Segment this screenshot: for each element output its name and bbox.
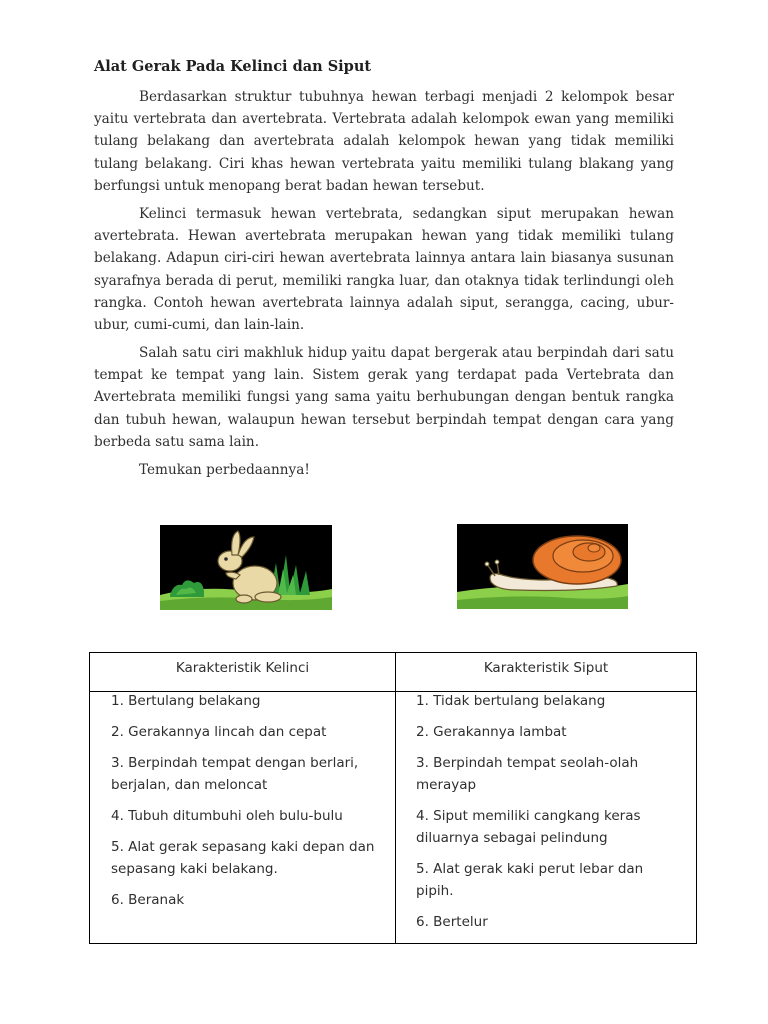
list-item: 3. Berpindah tempat seolah-olah merayap <box>416 755 639 793</box>
paragraph-vertebrata: Berdasarkan struktur tubuhnya hewan terbagi menjadi 2 kelompok besar yaitu vertebrata dan avertebrata. Vertebrata adalah kelompok ewan yang memiliki tulang belakang dan avertebrata adalah kelompok hewan yang tidak memiliki tulang belakang. Ciri khas hewan vertebrata yaitu memiliki tulang blakang yang berfungsi untuk menopang berat badan hewan tersebut. <box>94 89 674 194</box>
header-karakteristik-siput: Karakteristik Siput <box>483 660 609 676</box>
table-column-divider <box>395 653 396 943</box>
paragraph-instruction: Temukan perbedaannya! <box>139 462 310 478</box>
list-item: 5. Alat gerak kaki perut lebar dan pipih. <box>416 861 644 899</box>
list-item: 5. Alat gerak sepasang kaki depan dan sepasang kaki belakang. <box>111 839 375 877</box>
list-item: 1. Bertulang belakang <box>111 693 261 709</box>
list-item: 2. Gerakannya lincah dan cepat <box>111 724 327 740</box>
list-item: 2. Gerakannya lambat <box>416 724 567 740</box>
list-item: 1. Tidak bertulang belakang <box>416 693 606 709</box>
list-item: 6. Beranak <box>111 892 185 908</box>
siput-list <box>416 690 676 942</box>
header-karakteristik-kelinci: Karakteristik Kelinci <box>175 660 310 676</box>
rabbit-illustration <box>160 525 332 610</box>
paragraph-sistem-gerak: Salah satu ciri makhluk hidup yaitu dapat bergerak atau berpindah dari satu tempat ke tempat yang lain. Sistem gerak yang terdapat pada Vertebrata dan Avertebrata memiliki fungsi yang sama yaitu berhubungan dengan bentuk rangka dan tubuh hewan, walaupun hewan tersebut berpindah tempat dengan cara yang berbeda satu sama lain. <box>94 345 674 450</box>
list-item: 3. Berpindah tempat dengan berlari, berjalan, dan meloncat <box>111 755 359 793</box>
list-item: 4. Tubuh ditumbuhi oleh bulu-bulu <box>111 808 343 824</box>
kelinci-list <box>111 690 381 920</box>
list-item: 6. Bertelur <box>416 914 488 930</box>
comparison-table <box>89 652 697 944</box>
paragraph-kelinci-siput: Kelinci termasuk hewan vertebrata, sedangkan siput merupakan hewan avertebrata. Hewan avertebrata merupakan hewan yang tidak memiliki tulang belakang. Adapun ciri-ciri hewan avertebrata lainnya antara lain biasanya susunan syarafnya berada di perut, memiliki rangka luar, dan otaknya tidak terlindungi oleh rangka. Contoh hewan avertebrata lainnya adalah siput, serangga, cacing, ubur-ubur, cumi-cumi, dan lain-lain. <box>94 206 674 334</box>
list-item: 4. Siput memiliki cangkang keras diluarnya sebagai pelindung <box>416 808 641 846</box>
document-title: Alat Gerak Pada Kelinci dan Siput <box>94 58 372 75</box>
snail-illustration <box>457 524 628 609</box>
